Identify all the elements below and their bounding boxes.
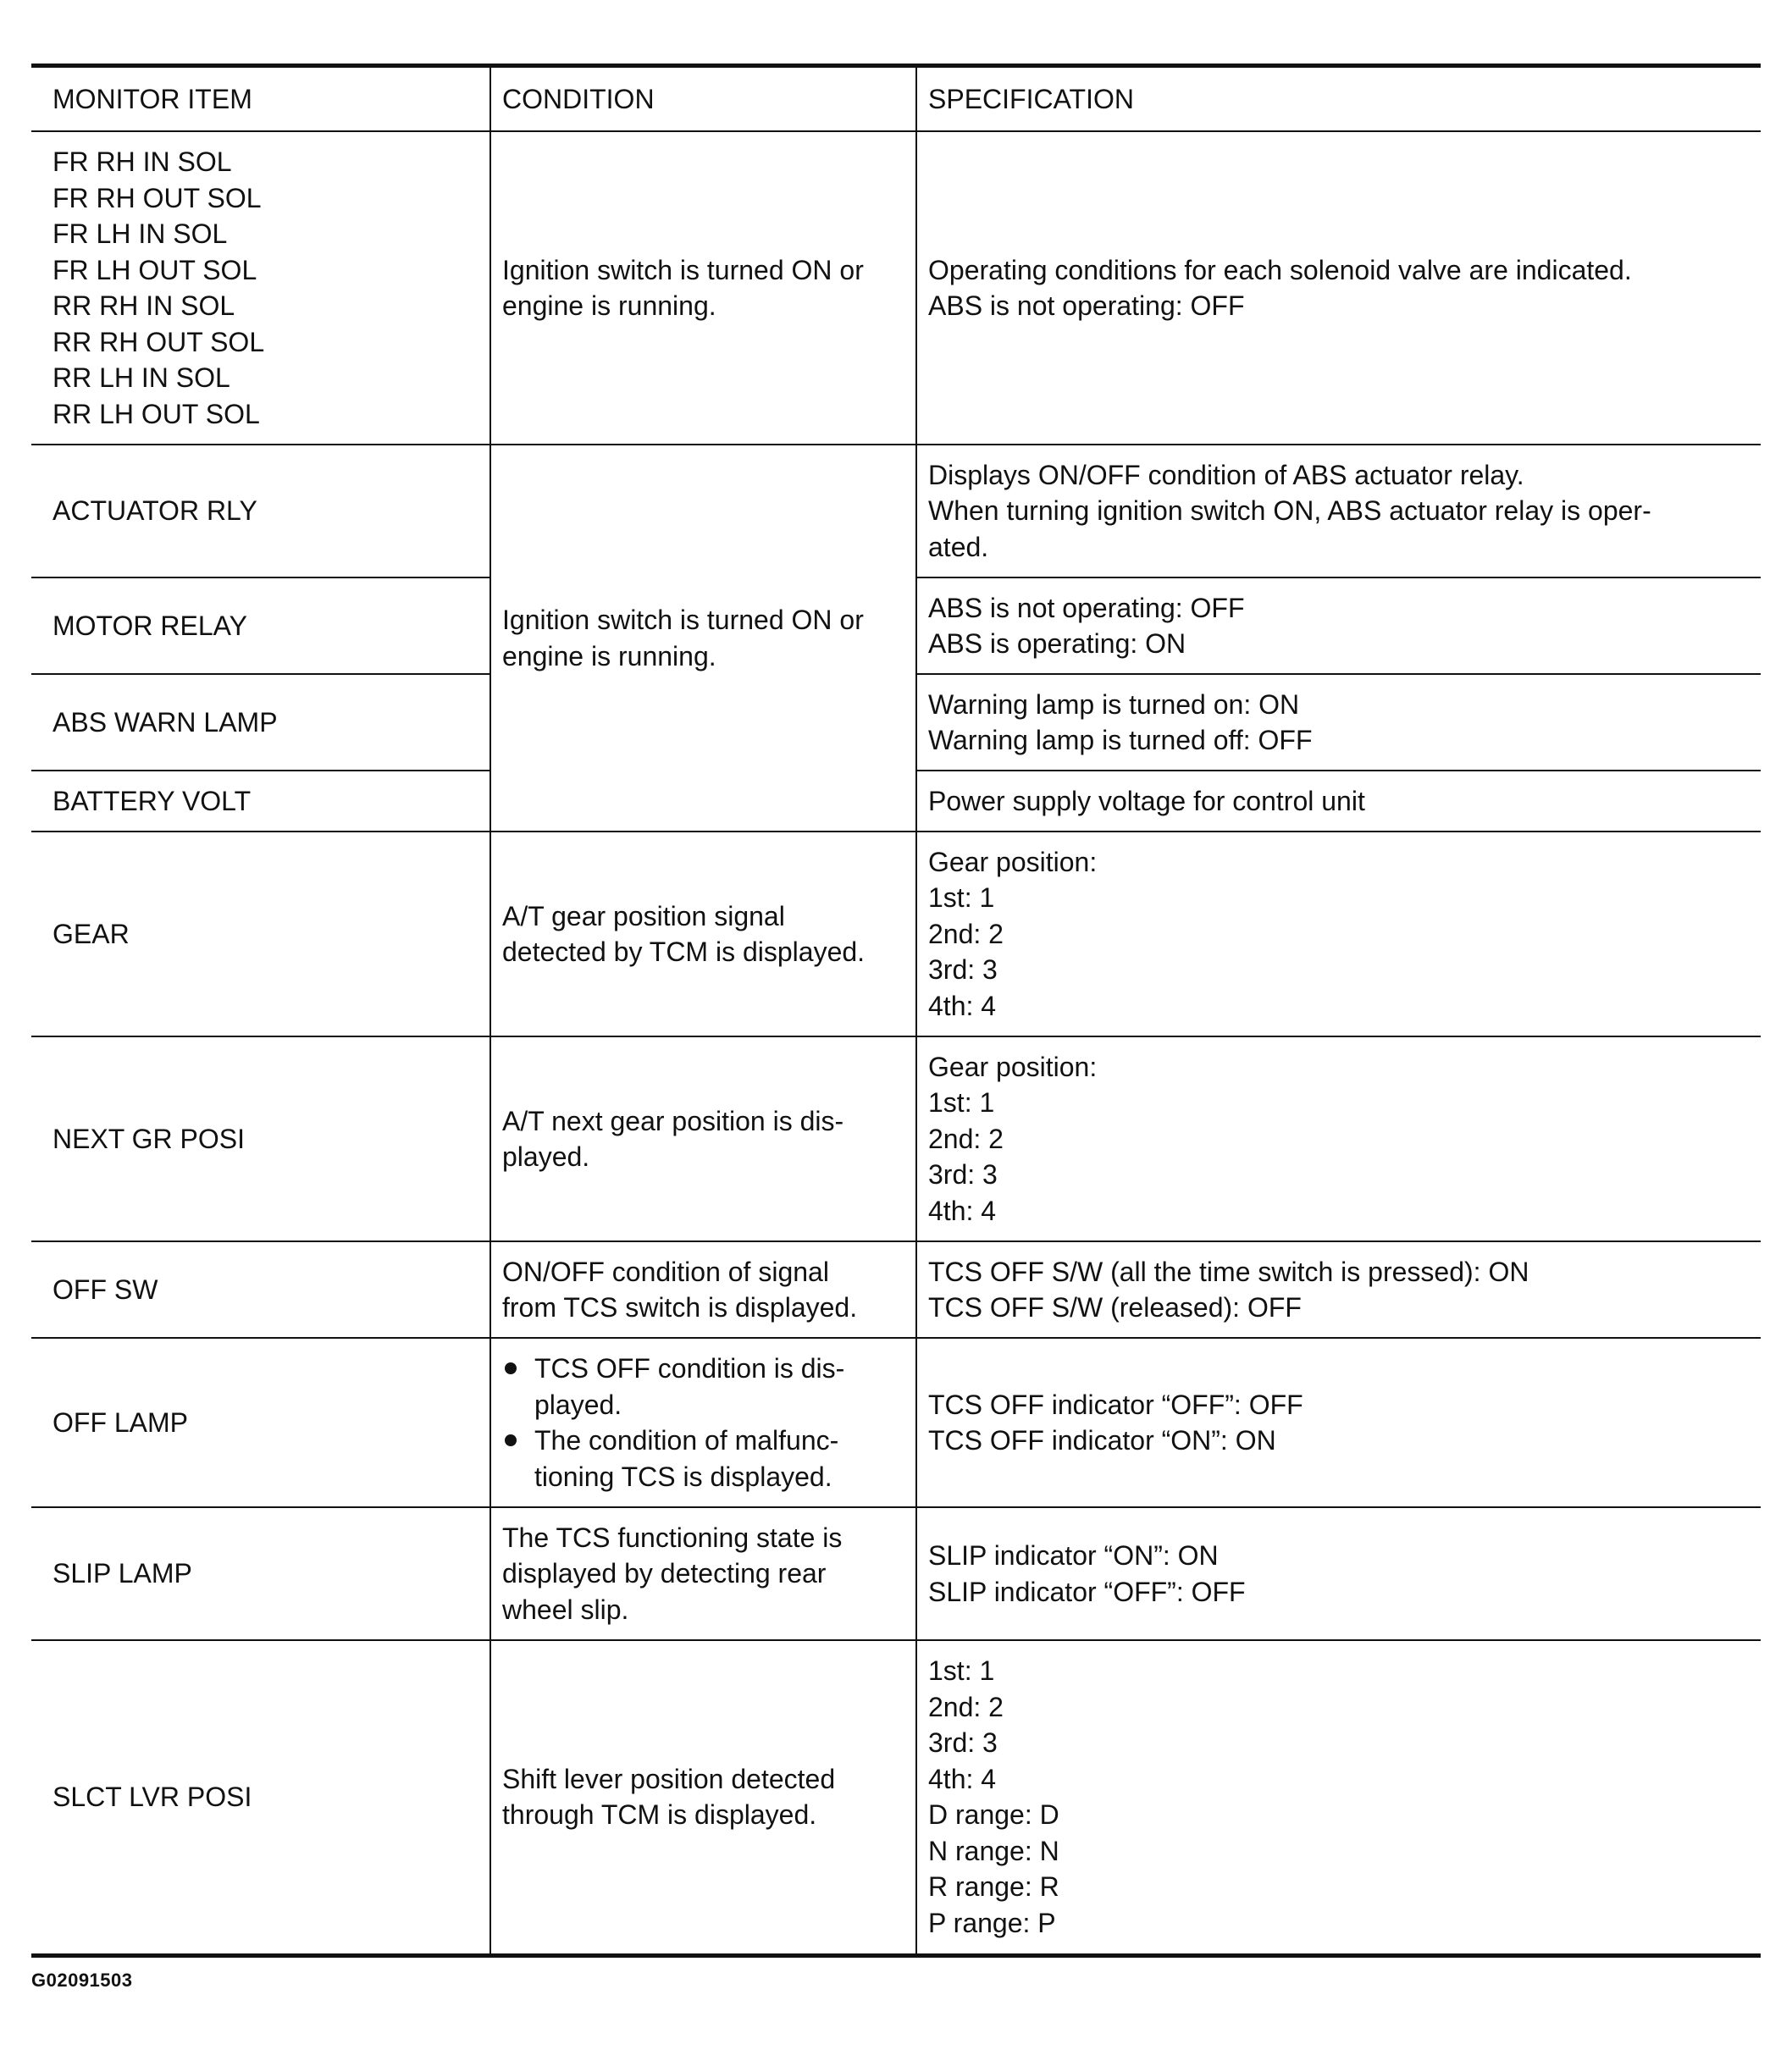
monitor-item-cell [31,1338,490,1507]
monitor-item-text: RR RH IN SOL [53,290,235,321]
specification-text: ABS is not operating: OFF [928,290,1245,321]
specification-cell [916,445,1761,577]
monitor-item-text: FR LH IN SOL [53,218,228,249]
specification-text: P range: P [928,1907,1056,1938]
table-header-row [31,66,1761,132]
specification-cell [916,771,1761,832]
table-row-next-gr-posi [31,1036,1761,1241]
table-row-off-sw [31,1241,1761,1338]
specification-text: Displays ON/OFF condition of ABS actuator relay. [928,459,1524,490]
monitor-item-cell [31,674,490,771]
specification-text: 1st: 1 [928,1655,995,1687]
monitor-item-text: RR LH OUT SOL [53,398,260,429]
specification-cell [916,1036,1761,1241]
monitor-item-text: ABS WARN LAMP [53,706,278,738]
header-monitor-item: MONITOR ITEM [31,66,490,132]
condition-text: from TCS switch is displayed. [502,1292,858,1323]
monitor-item-cell [31,1241,490,1338]
monitor-item-text: RR RH OUT SOL [53,326,265,357]
specification-text: Warning lamp is turned off: OFF [928,725,1313,755]
specification-text: SLIP indicator “ON”: ON [928,1540,1219,1571]
condition-text: Ignition switch is turned ON or [502,254,864,285]
bullet-dot-icon [505,1362,517,1374]
specification-text: ABS is not operating: OFF [928,592,1245,623]
condition-cell [490,1338,916,1507]
condition-text: played. [534,1389,622,1420]
specification-cell [916,1640,1761,1955]
condition-text: displayed by detecting rear [502,1558,827,1589]
specification-text: Gear position: [928,1051,1098,1082]
condition-text: wheel slip. [502,1594,629,1625]
specification-text: 2nd: 2 [928,1691,1004,1722]
condition-bullet-item [502,1423,905,1495]
condition-text: ON/OFF condition of signal [502,1256,829,1287]
condition-text: through TCM is displayed. [502,1799,817,1831]
monitor-item-cell [31,445,490,577]
condition-cell [490,1640,916,1955]
condition-bullet-list [502,1351,905,1495]
figure-id: G02091503 [31,1970,133,1991]
condition-cell [490,131,916,445]
specification-text: TCS OFF indicator “ON”: ON [928,1425,1276,1456]
monitor-item-text: SLCT LVR POSI [53,1782,252,1812]
monitor-item-cell [31,577,490,674]
specification-text: Warning lamp is turned on: ON [928,688,1300,720]
monitor-item-cell [31,1036,490,1241]
monitor-item-text: GEAR [53,918,130,949]
monitor-item-text: MOTOR RELAY [53,610,247,641]
monitor-item-text: OFF SW [53,1274,158,1305]
monitor-item-text: BATTERY VOLT [53,785,252,816]
specification-text: TCS OFF indicator “OFF”: OFF [928,1389,1303,1420]
specification-text: 3rd: 3 [928,954,998,986]
monitor-item-text: FR RH IN SOL [53,146,232,177]
table-row-slip-lamp [31,1507,1761,1640]
monitor-item-cell [31,1640,490,1955]
condition-text: engine is running. [502,290,716,321]
condition-bullet-item [502,1351,905,1423]
specification-text: R range: R [928,1871,1059,1903]
specification-text: 2nd: 2 [928,918,1004,949]
specification-text: When turning ignition switch ON, ABS actuator relay is oper- [928,495,1651,527]
condition-text: The TCS functioning state is [502,1522,843,1553]
specification-text: TCS OFF S/W (released): OFF [928,1292,1302,1323]
monitor-item-text: RR LH IN SOL [53,362,230,393]
specification-cell [916,1507,1761,1640]
monitor-item-text: FR RH OUT SOL [53,182,262,213]
specification-cell [916,832,1761,1036]
specification-cell [916,674,1761,771]
specification-text: 4th: 4 [928,990,997,1021]
condition-text: A/T next gear position is dis- [502,1105,844,1136]
specification-text: 1st: 1 [928,1087,995,1119]
condition-text: detected by TCM is displayed. [502,937,866,967]
specification-cell [916,1338,1761,1507]
table-row-off-lamp [31,1338,1761,1507]
specification-text: 4th: 4 [928,1763,997,1794]
monitor-item-cell [31,1507,490,1640]
specification-text: 4th: 4 [928,1195,997,1226]
table-row-gear [31,832,1761,1036]
monitor-item-table-container [31,64,1761,1958]
monitor-item-text: SLIP LAMP [53,1558,192,1589]
specification-text: 3rd: 3 [928,1727,998,1759]
condition-text: The condition of malfunc- [534,1425,839,1456]
condition-text: engine is running. [502,640,716,671]
condition-cell [490,1036,916,1241]
condition-cell [490,832,916,1036]
monitor-item-cell [31,771,490,832]
specification-text: Power supply voltage for control unit [928,785,1365,816]
condition-text: Shift lever position detected [502,1763,836,1794]
specification-text: Gear position: [928,846,1098,877]
condition-text: TCS OFF condition is dis- [534,1353,845,1384]
specification-text: 1st: 1 [928,882,995,914]
specification-cell [916,1241,1761,1338]
specification-text: ated. [928,531,989,562]
table-row-solenoids [31,131,1761,445]
monitor-item-cell [31,832,490,1036]
specification-text: D range: D [928,1799,1059,1831]
monitor-item-table [31,64,1761,1958]
condition-cell [490,1507,916,1640]
specification-text: 2nd: 2 [928,1123,1004,1154]
specification-text: ABS is operating: ON [928,628,1186,659]
condition-cell [490,1241,916,1338]
monitor-item-text: ACTUATOR RLY [53,495,257,527]
monitor-item-cell [31,131,490,445]
monitor-item-text: OFF LAMP [53,1406,189,1438]
table-row-slct-lvr-posi [31,1640,1761,1955]
condition-cell-shared [490,445,916,832]
specification-cell [916,131,1761,445]
monitor-item-text: NEXT GR POSI [53,1123,246,1154]
specification-text: SLIP indicator “OFF”: OFF [928,1576,1246,1607]
bullet-dot-icon [505,1434,517,1446]
header-specification: SPECIFICATION [916,66,1761,132]
specification-cell [916,577,1761,674]
specification-text: 3rd: 3 [928,1159,998,1191]
specification-text: TCS OFF S/W (all the time switch is pressed): ON [928,1256,1529,1287]
table-row-actuator-rly [31,445,1761,577]
condition-text: played. [502,1141,590,1172]
condition-text: A/T gear position signal [502,900,785,931]
specification-text: N range: N [928,1835,1059,1866]
monitor-item-text: FR LH OUT SOL [53,254,257,285]
condition-text: Ignition switch is turned ON or [502,605,864,635]
specification-text: Operating conditions for each solenoid valve are indicated. [928,254,1632,285]
condition-text: tioning TCS is displayed. [534,1461,832,1492]
header-condition: CONDITION [490,66,916,132]
